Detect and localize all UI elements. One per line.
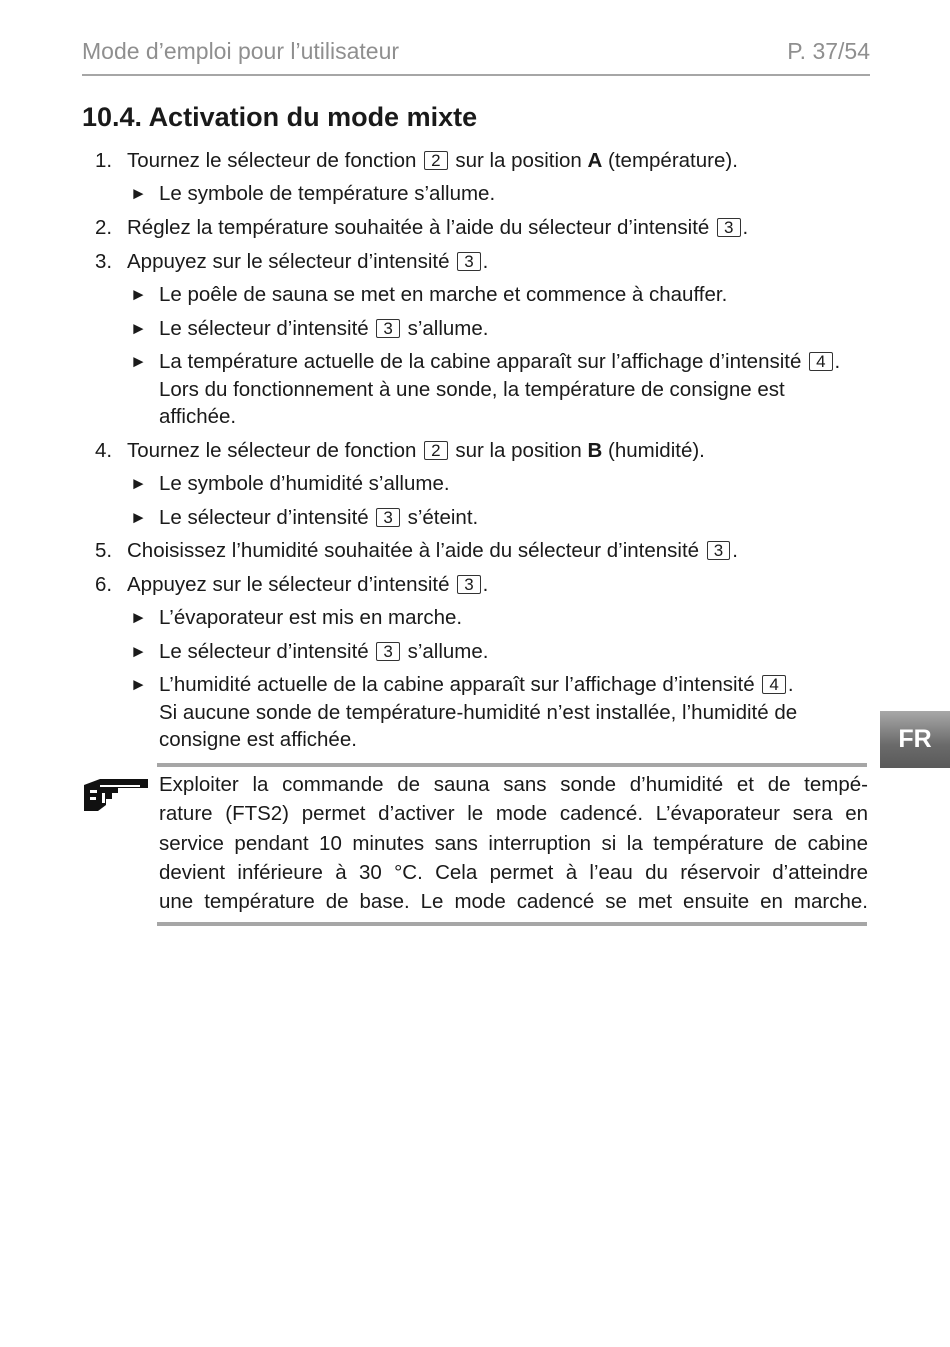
arrow-right-icon: ► xyxy=(130,608,147,627)
page-header xyxy=(82,36,870,76)
arrow-right-icon: ► xyxy=(130,184,147,203)
step-number: 6. xyxy=(95,573,113,596)
ref-box: 3 xyxy=(376,642,399,661)
step-6-result-1: L’évaporateur est mis en marche. xyxy=(159,606,463,629)
document-title: Mode d’emploi pour l’utilisateur xyxy=(82,38,400,64)
step-1-result: Le symbole de température s’allume. xyxy=(159,182,496,205)
page-number: P. 37/54 xyxy=(787,38,870,64)
note-top-rule xyxy=(157,763,867,767)
step-3-result-3-line-2: Lors du fonctionnement à une sonde, la température de consigne est xyxy=(159,378,785,401)
step-4-result-2: Le sélecteur d’intensité 3 s’éteint. xyxy=(159,506,479,529)
step-6: Appuyez sur le sélecteur d’intensité 3 . xyxy=(127,573,489,596)
step-6-result-3: L’humidité actuelle de la cabine apparaît sur l’affichage d’intensité 4 . xyxy=(159,673,794,696)
step-number: 3. xyxy=(95,250,113,273)
ref-box: 3 xyxy=(717,218,740,237)
step-3-result-3: La température actuelle de la cabine apparaît sur l’affichage d’intensité 4 . xyxy=(159,350,841,373)
arrow-right-icon: ► xyxy=(130,642,147,661)
step-6-result-2: Le sélecteur d’intensité 3 s’allume. xyxy=(159,640,489,663)
ref-box: 3 xyxy=(457,575,480,594)
ref-box: 2 xyxy=(424,441,447,460)
ref-box: 3 xyxy=(457,252,480,271)
ref-box: 4 xyxy=(809,352,832,371)
language-tab: FR xyxy=(880,711,950,768)
arrow-right-icon: ► xyxy=(130,675,147,694)
step-4: Tournez le sélecteur de fonction 2 sur la position B (humidité). xyxy=(127,439,705,462)
section-title: Activation du mode mixte xyxy=(148,102,478,132)
ref-box: 3 xyxy=(707,541,730,560)
arrow-right-icon: ► xyxy=(130,319,147,338)
note-text: Exploiter la commande de sauna sans sonde d’humidité et de tempé- rature (FTS2) permet d’activer le mode cadencé. L’évaporateur sera en service pendant 10 minutes sans interruption si la température de cabine devient inférieure à 30 °C. Cela permet à l’eau du réservoir d’atteindre une température de base. Le mode cadencé se met ensuite en marche. xyxy=(159,773,868,914)
arrow-right-icon: ► xyxy=(130,352,147,371)
step-6-result-3-line-3: consigne est affichée. xyxy=(159,728,357,751)
step-3-result-2: Le sélecteur d’intensité 3 s’allume. xyxy=(159,317,489,340)
step-3-result-1: Le poêle de sauna se met en marche et commence à chauffer. xyxy=(159,283,728,306)
step-6-result-3-line-2: Si aucune sonde de température-humidité n’est installée, l’humidité de xyxy=(159,701,798,724)
step-4-result-1: Le symbole d’humidité s’allume. xyxy=(159,472,450,495)
step-1: Tournez le sélecteur de fonction 2 sur la position A (température). xyxy=(127,149,738,172)
step-number: 5. xyxy=(95,539,113,562)
arrow-right-icon: ► xyxy=(130,474,147,493)
pointing-hand-icon xyxy=(82,775,152,813)
step-3-result-3-line-3: affichée. xyxy=(159,405,237,428)
ref-box: 3 xyxy=(376,319,399,338)
ref-box: 2 xyxy=(424,151,447,170)
arrow-right-icon: ► xyxy=(130,285,147,304)
step-number: 4. xyxy=(95,439,113,462)
ref-box: 3 xyxy=(376,508,399,527)
arrow-right-icon: ► xyxy=(130,508,147,527)
note-bottom-rule xyxy=(157,922,867,926)
step-2: Réglez la température souhaitée à l’aide du sélecteur d’intensité 3 . xyxy=(127,216,749,239)
step-number: 2. xyxy=(95,216,113,239)
step-number: 1. xyxy=(95,149,113,172)
ref-box: 4 xyxy=(762,675,785,694)
section-heading xyxy=(82,102,477,133)
step-5: Choisissez l’humidité souhaitée à l’aide du sélecteur d’intensité 3 . xyxy=(127,539,738,562)
section-number: 10.4. xyxy=(82,102,143,132)
step-3: Appuyez sur le sélecteur d’intensité 3 . xyxy=(127,250,489,273)
